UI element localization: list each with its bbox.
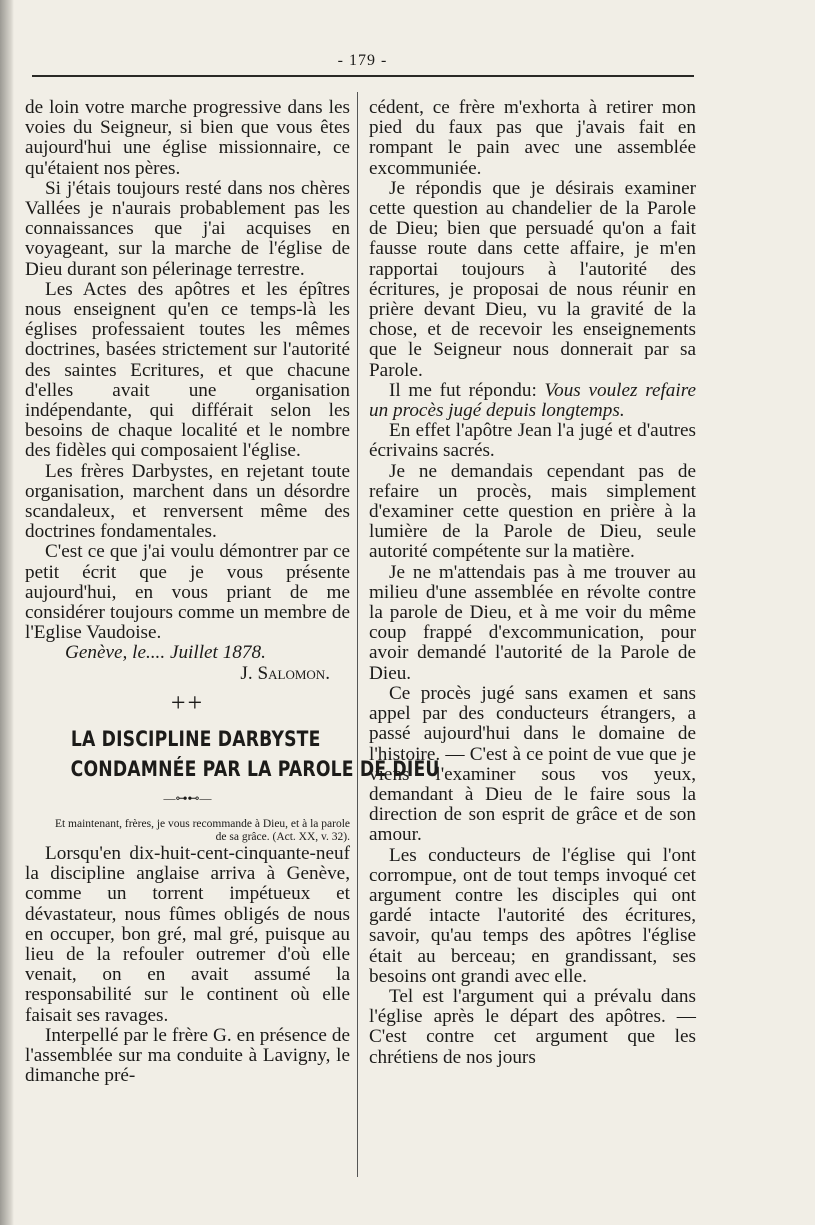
right-column <box>369 98 696 1068</box>
paragraph: de loin votre marche progressive dans les voies du Seigneur, si bien que vous êtes aujourd'hui une église missionnaire, ce qu'étaient nos pères. <box>25 97 350 179</box>
paragraph: Tel est l'argument qui a prévalu dans l'église après le départ des apôtres. — C'est contre cet argument que les chrétiens de nos jours <box>369 985 696 1068</box>
section-separator: ++ <box>170 687 205 717</box>
paragraph: cédent, ce frère m'exhorta à retirer mon pied du faux pas que j'avais fait en rompant le pain avec une assemblée excommuniée. <box>369 97 696 179</box>
quote-intro: Il me fut répondu: <box>389 379 545 401</box>
paragraph: Interpellé par le frère G. en présence de l'assemblée sur ma conduite à Lavigny, le dimanche pré- <box>25 1024 350 1087</box>
column-divider <box>357 92 358 1177</box>
paragraph-quote <box>369 381 696 421</box>
author-name: J. Salomon. <box>240 662 330 684</box>
header-rule <box>32 75 694 77</box>
paragraph: C'est ce que j'ai voulu démontrer par ce petit écrit que je vous présente aujourd'hui, en vous priant de me considérer toujours comme un membre de l'Eglise Vaudoise. <box>25 541 350 644</box>
title-ornament: —⊶⊷— <box>163 790 212 805</box>
paragraph: Les conducteurs de l'église qui l'ont corrompue, ont de tout temps invoqué cet argument contre les disciples qui ont gardé intacte l'autorité des écritures, savoir, qu'au temps des apôtres l'église était au berceau; en grandissant, ses besoins ont grandi avec elle. <box>369 844 696 987</box>
page-number: - 179 - <box>337 52 388 69</box>
page-header <box>30 52 695 70</box>
section-title-line-1: LA DISCIPLINE DARBYSTE <box>70 726 321 751</box>
letter-author <box>25 664 350 684</box>
paragraph: Les Actes des apôtres et les épîtres nous enseignent qu'en ce temps-là les églises professaient toutes les mêmes doctrines, basées strictement sur l'autorité des saintes Ecritures, et que chacune d'elles avait une organisation indépendante, qui différait selon les besoins de chaque localité et le nombre des fidèles qui composaient l'église. <box>25 278 350 462</box>
paragraph: Ce procès jugé sans examen et sans appel par des conducteurs étrangers, a passé aujourd'hui dans le domaine de l'histoire. — C'est à ce point de vue que je viens l'examiner sous vos yeux, demandant à Dieu de le faire sous la direction de son esprit de grâce et de son amour. <box>369 682 696 846</box>
paragraph: Si j'étais toujours resté dans nos chères Vallées je n'aurais probablement pas les connaissances que j'ai acquises en voyageant, sur la marche de l'église de Dieu durant son pélerinage terrestre. <box>25 177 350 280</box>
paragraph: Je ne demandais cependant pas de refaire un procès, mais simplement d'examiner cette question en prière à la lumière de la Parole de Dieu, seule autorité compétente sur la matière. <box>369 460 696 563</box>
book-spine-shadow <box>0 0 14 1225</box>
letter-signoff: Genève, le.... Juillet 1878. <box>65 642 266 664</box>
epigraph: Et maintenant, frères, je vous recommande à Dieu, et à la parole de sa grâce. (Act. XX, v. 32). <box>54 817 350 843</box>
paragraph: En effet l'apôtre Jean l'a jugé et d'autres écrivains sacrés. <box>369 420 696 462</box>
section-title-line-2: CONDAMNÉE PAR LA PAROLE DE DIEU <box>70 756 440 781</box>
quoted-reply: Vous voulez refaire un procès jugé depuis longtemps. <box>369 379 696 422</box>
paragraph: Je répondis que je désirais examiner cette question au chandelier de la Parole de Dieu; bien que persuadé qu'on a fait fausse route dans cette affaire, je m'en rapportai toujours à l'autorité des écritures, je proposai de nous réunir en prière devant Dieu, vu la gravité de la chose, et de recevoir les enseignements que le Seigneur nous donnerait par sa Parole. <box>369 177 696 381</box>
paragraph: Lorsqu'en dix-huit-cent-cinquante-neuf la discipline anglaise arriva à Genève, comme un torrent impétueux et dévastateur, nous fûmes obligés de nous en occuper, bon gré, mal gré, puisque au lieu de la refouler outremer d'où elle venait, on en avait assumé la responsabilité sur le continent où elle faisait ses ravages. <box>25 842 350 1026</box>
paragraph: Je ne m'attendais pas à me trouver au milieu d'une assemblée en révolte contre la parole de Dieu, et à me voir du même coup frappé d'excommunication, pour avoir demandé l'autorité de la Parole de Dieu. <box>369 561 696 684</box>
paragraph: Les frères Darbystes, en rejetant toute organisation, marchent dans un désordre scandaleux, et renversent même des doctrines fondamentales. <box>25 460 350 543</box>
left-column <box>25 97 440 1087</box>
